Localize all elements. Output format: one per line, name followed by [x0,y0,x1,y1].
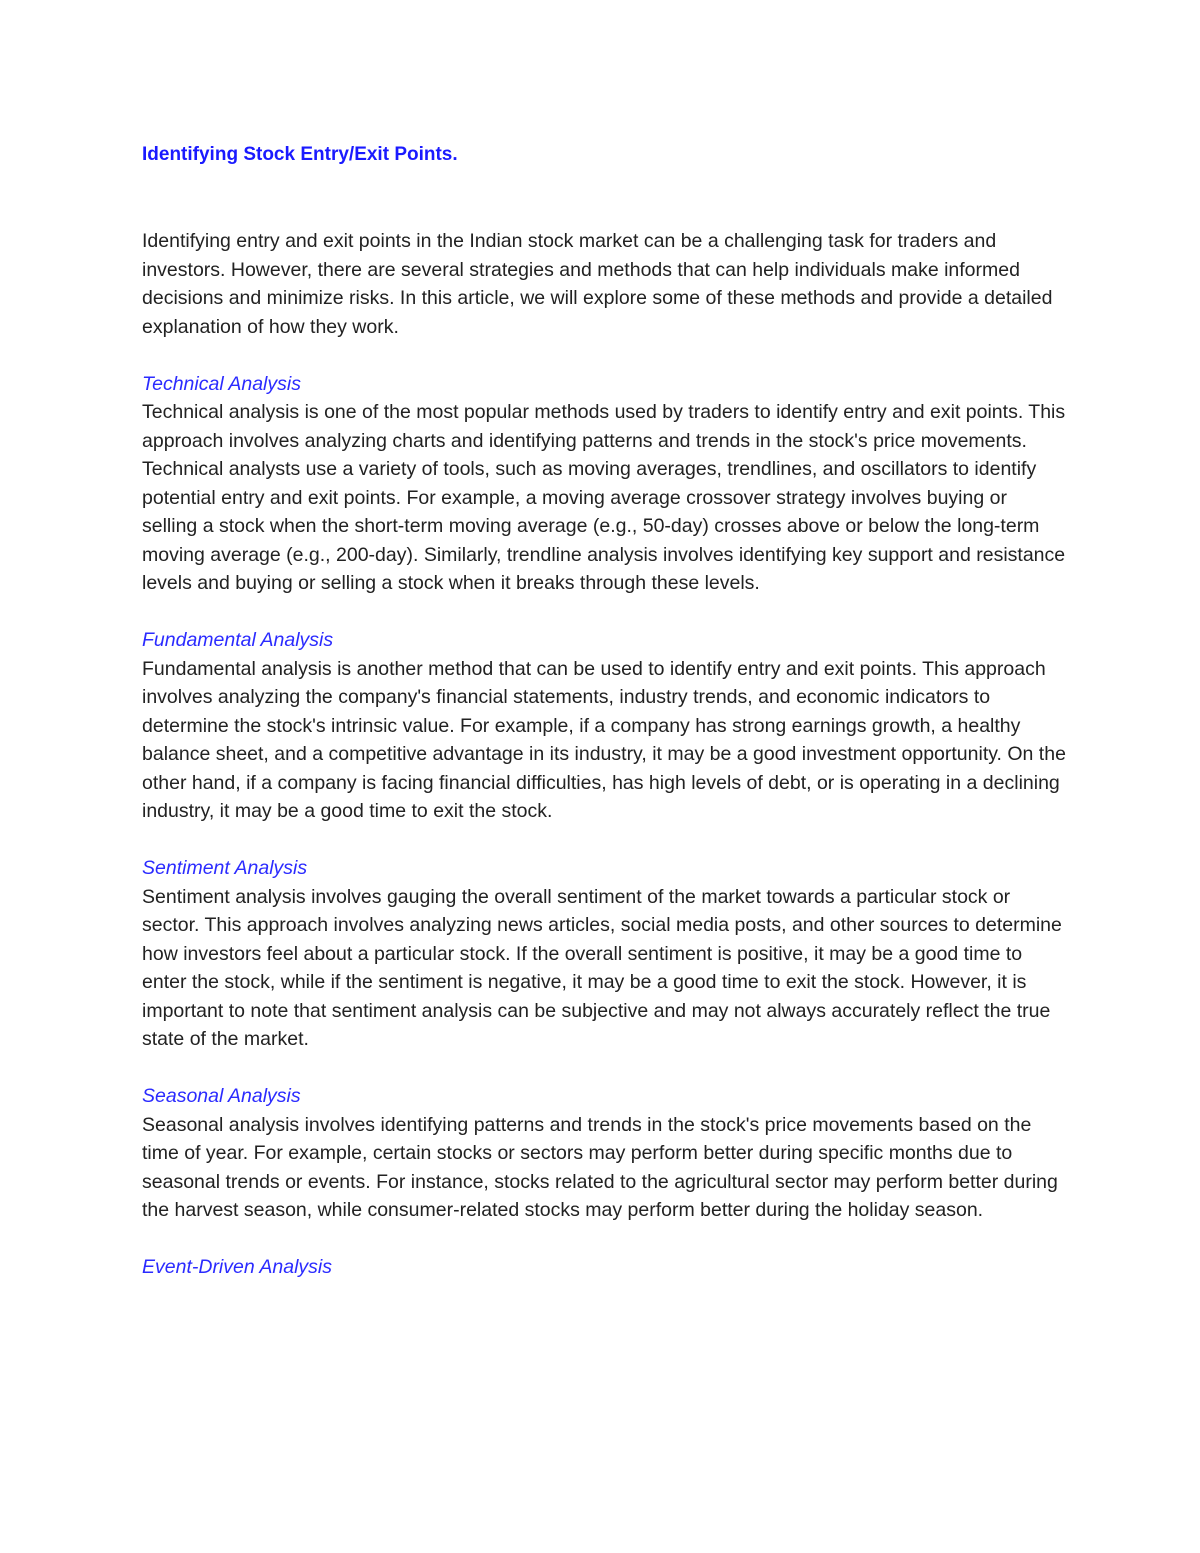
document-title: Identifying Stock Entry/Exit Points. [142,144,458,165]
section-seasonal-analysis [142,1082,1067,1225]
section-heading: Sentiment Analysis [142,857,308,879]
section-fundamental-analysis [142,626,1067,826]
section-heading: Seasonal Analysis [142,1085,301,1107]
intro-paragraph: Identifying entry and exit points in the Indian stock market can be a challenging task for traders and investors. However, there are several strategies and methods that can help individuals make informed decisions and minimize risks. In this article, we will explore some of these methods and provide a detailed explanation of how they work. [142,230,1053,338]
section-body: Fundamental analysis is another method that can be used to identify entry and exit points. This approach involves analyzing the company's financial statements, industry trends, and economic indicators to determine the stock's intrinsic value. For example, if a company has strong earnings growth, a healthy balance sheet, and a competitive advantage in its industry, it may be a good investment opportunity. On the other hand, if a company is facing financial difficulties, has high levels of debt, or is operating in a declining industry, it may be a good time to exit the stock. [142,657,1066,822]
section-body: Technical analysis is one of the most popular methods used by traders to identify entry and exit points. This approach involves analyzing charts and identifying patterns and trends in the stock's price movements. Technical analysts use a variety of tools, such as moving averages, trendlines, and oscillators to identify potential entry and exit points. For example, a moving average crossover strategy involves buying or selling a stock when the short-term moving average (e.g., 50-day) crosses above or below the long-term moving average (e.g., 200-day). Similarly, trendline analysis involves identifying key support and resistance levels and buying or selling a stock when it breaks through these levels. [142,401,1066,594]
section-heading: Technical Analysis [142,372,301,395]
section-body: Seasonal analysis involves identifying patterns and trends in the stock's price movements based on the time of year. For example, certain stocks or sectors may perform better during specific months due to seasonal trends or events. For instance, stocks related to the agricultural sector may perform better during the harvest season, while consumer-related stocks may perform better during the holiday season. [142,1113,1058,1221]
section-heading: Event-Driven Analysis [142,1256,333,1278]
section-event-driven-analysis [142,1253,1067,1282]
section-heading: Fundamental Analysis [142,629,334,651]
section-technical-analysis [142,370,1067,598]
section-body: Sentiment analysis involves gauging the overall sentiment of the market towards a particular stock or sector. This approach involves analyzing news articles, social media posts, and other sources to determine how investors feel about a particular stock. If the overall sentiment is positive, it may be a good time to enter the stock, while if the sentiment is negative, it may be a good time to exit the stock. However, it is important to note that sentiment analysis can be subjective and may not always accurately reflect the true state of the market. [142,885,1062,1050]
section-sentiment-analysis [142,854,1067,1054]
document-content [142,141,1067,1282]
